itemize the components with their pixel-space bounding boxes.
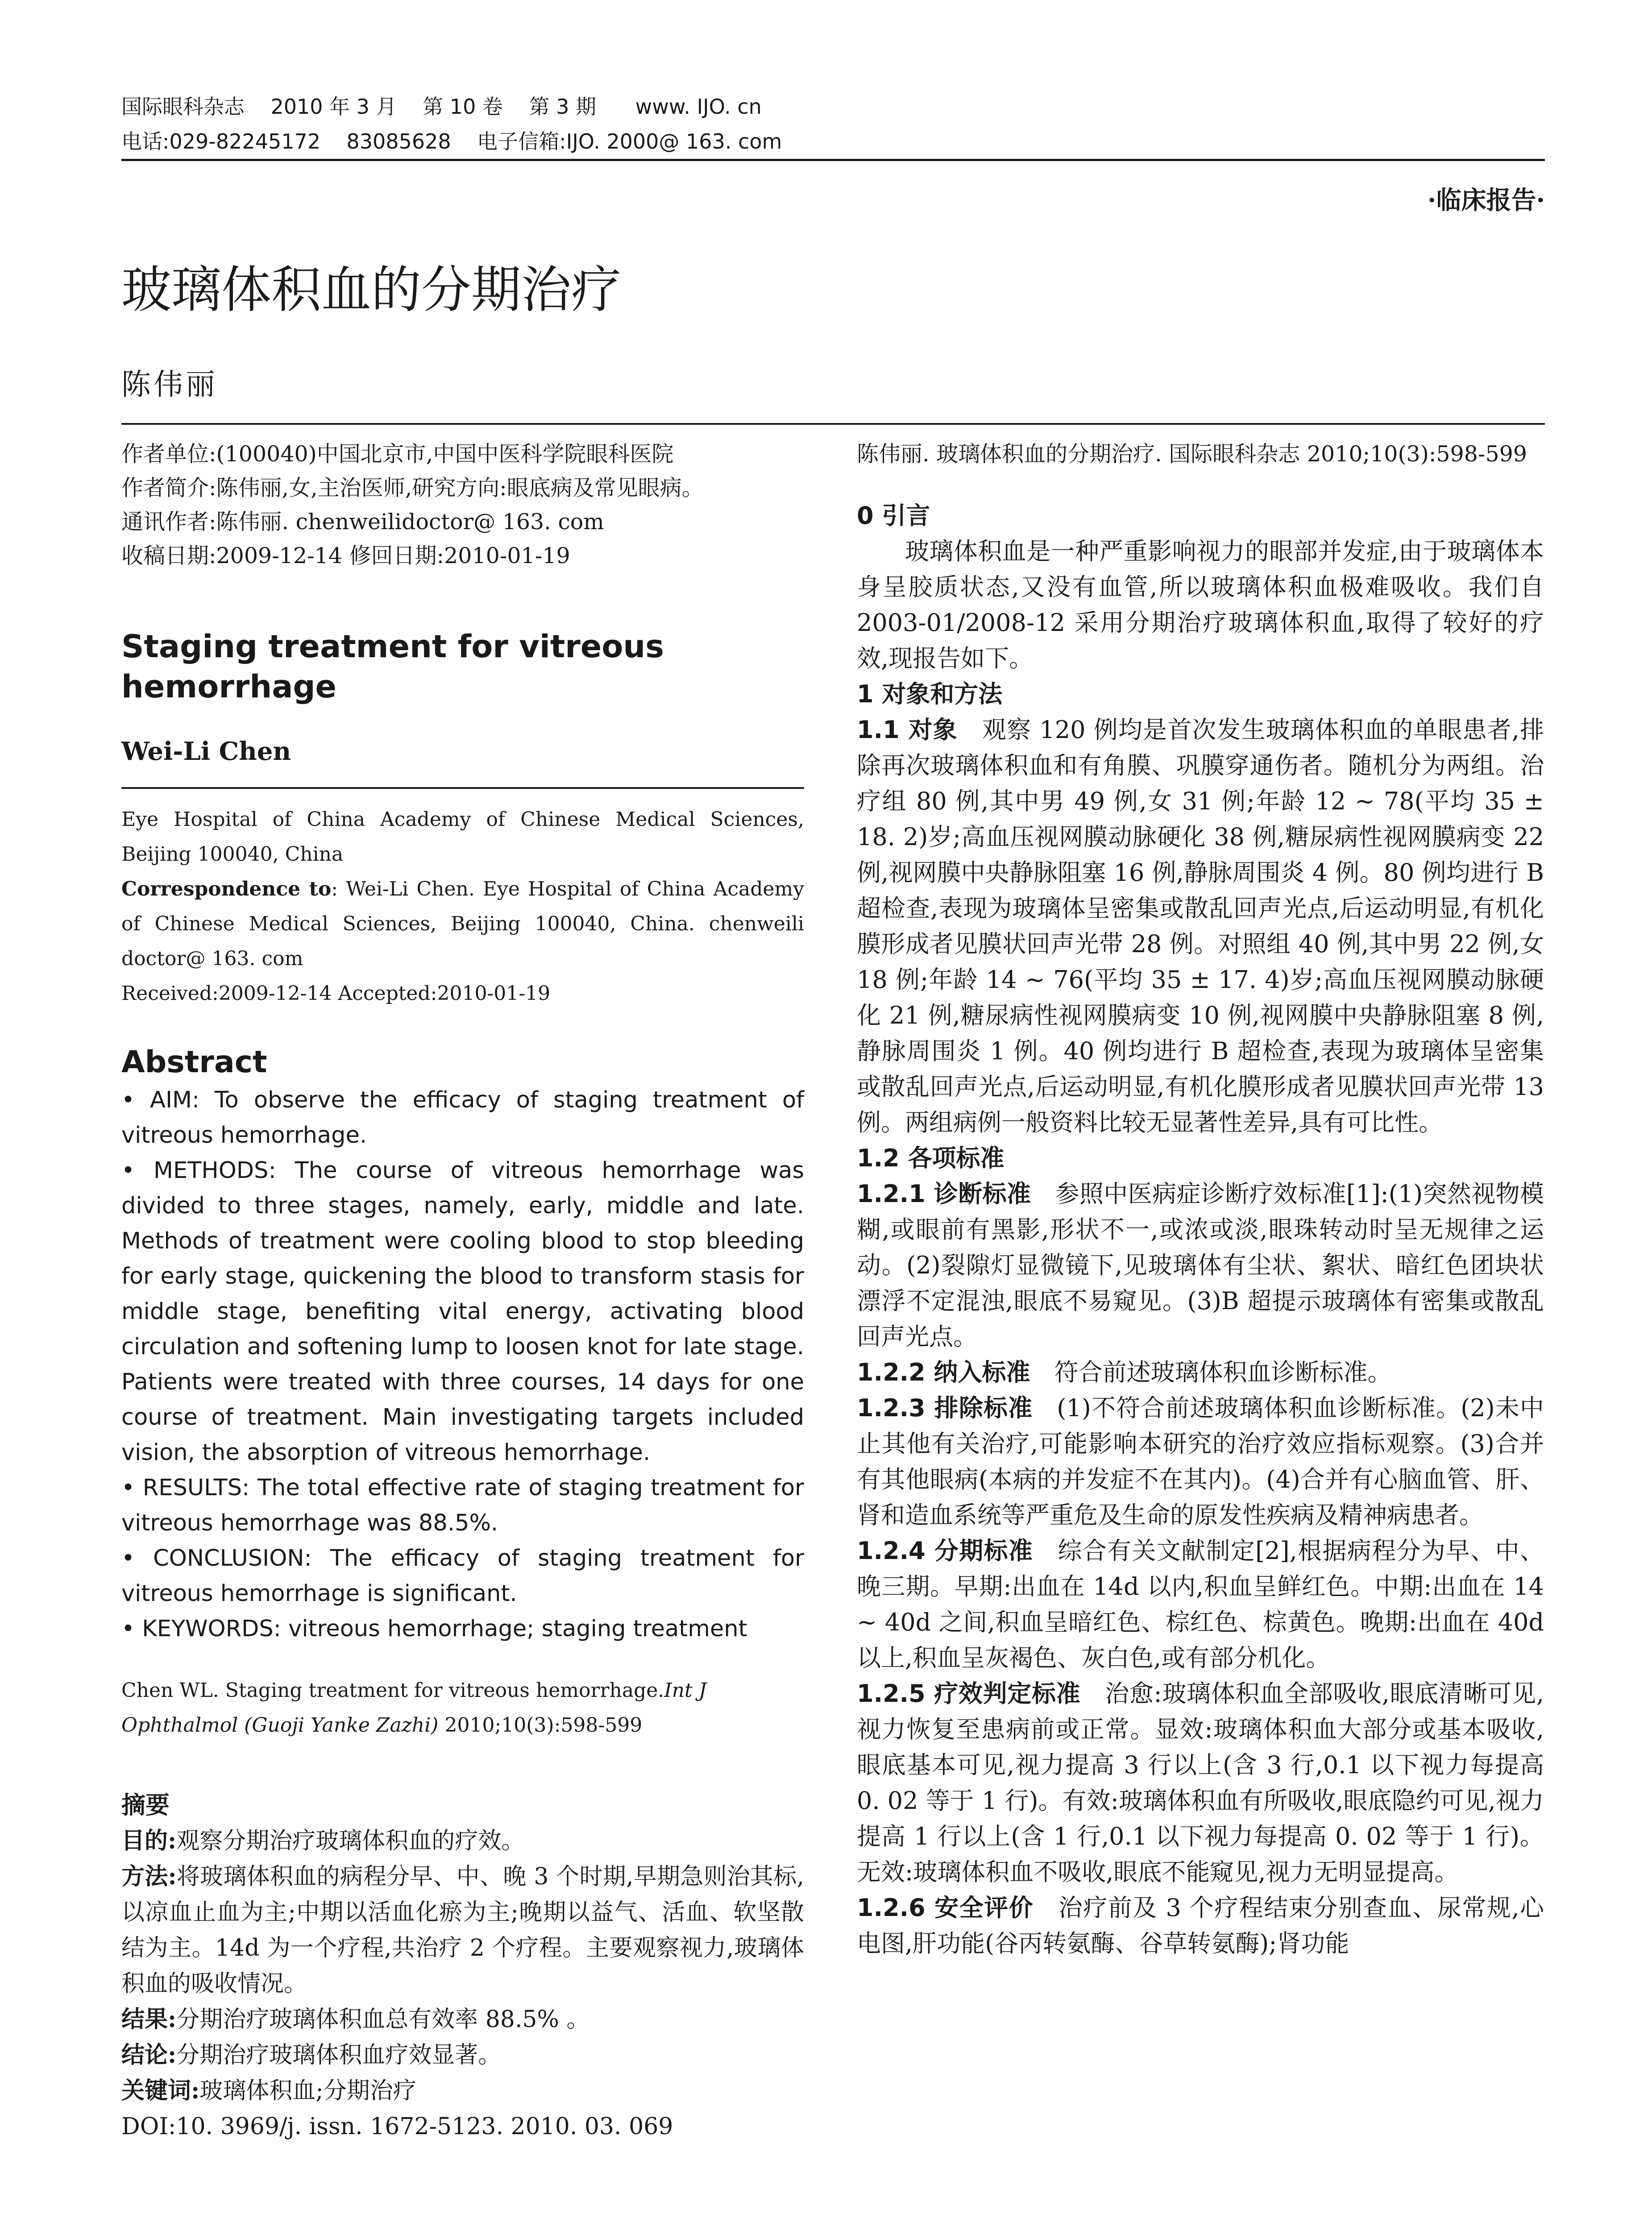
header-contact-line: 电话:029-82245172 83085628 电子信箱:IJO. 2000@ 163. com <box>121 129 782 153</box>
section-1-2-1-label: 1.2.1 诊断标准 <box>857 1180 1031 1208</box>
section-label: ·临床报告· <box>1428 186 1545 215</box>
zhaiyao-methods-label: 方法: <box>121 1863 177 1890</box>
correspondence-text: : Wei-Li Chen. Eye Hospital of China Academy of Chinese Medical Sciences, Beijing 100040, China. chenweili doctor@ 163. com <box>121 878 804 970</box>
citation-post: 2010;10(3):598-599 <box>438 1714 643 1737</box>
left-column <box>121 437 804 2144</box>
section-1-2-5 <box>857 1676 1544 1890</box>
zhaiyao-aim <box>121 1823 804 1859</box>
right-column <box>857 437 1544 1961</box>
section-1-2-2-label: 1.2.2 纳入标准 <box>857 1358 1030 1386</box>
section-1-1-text: 观察 120 例均是首次发生玻璃体积血的单眼患者,排除再次玻璃体积血和有角膜、巩膜穿通伤者。随机分为两组。治疗组 80 例,其中男 49 例,女 31 例;年龄 12 ~ 78(平均 35 ± 18. 2)岁;高血压视网膜动脉硬化 38 例,糖尿病性视网膜病变 22 例,视网膜中央静脉阻塞 16 例,静脉周围炎 4 例。80 例均进行 B 超检查,表现为玻璃体呈密集或散乱回声光点,后运动明显,有机化膜形成者见膜状回声光带 28 例。对照组 40 例,其中男 22 例,女 18 例;年龄 14 ~ 76(平均 35 ± 17. 4)岁;高血压视网膜动脉硬化 21 例,糖尿病性视网膜病变 10 例,视网膜中央静脉阻塞 8 例,静脉周围炎 1 例。40 例均进行 B 超检查,表现为玻璃体呈密集或散乱回声光点,后运动明显,有机化膜形成者见膜状回声光带 13 例。两组病例一般资料比较无显著性差异,具有可比性。 <box>857 716 1544 1136</box>
citation-journal: Int J Ophthalmol (Guoji Yanke Zazhi) <box>121 1679 707 1737</box>
section-1-2-3-text: (1)不符合前述玻璃体积血诊断标准。(2)未中止其他有关治疗,可能影响本研究的治疗效应指标观察。(3)合并有其他眼病(本病的并发症不在其内)。(4)合并有心脑血管、肝、肾和造血系统等严重危及生命的原发性疾病及精神病患者。 <box>857 1394 1544 1529</box>
journal-header <box>121 89 1545 159</box>
header-journal-line: 国际眼科杂志 2010 年 3 月 第 10 卷 第 3 期 www. IJO. cn <box>121 95 762 119</box>
zhaiyao-heading: 摘要 <box>121 1791 170 1819</box>
english-title: Staging treatment for vitreous hemorrhage <box>121 628 664 705</box>
intro-paragraph: 玻璃体积血是一种严重影响视力的眼部并发症,由于玻璃体本身呈胶质状态,又没有血管,所以玻璃体积血极难吸收。我们自 2003-01/2008-12 采用分期治疗玻璃体积血,取得了较好的疗效,现报告如下。 <box>857 537 1544 672</box>
zhaiyao-results-text: 分期治疗玻璃体积血总有效率 88.5% 。 <box>176 2006 590 2033</box>
abstract-heading: Abstract <box>121 1045 267 1080</box>
doi: DOI:10. 3969/j. issn. 1672-5123. 2010. 03. 069 <box>121 2113 673 2140</box>
zhaiyao-aim-label: 目的: <box>121 1827 177 1854</box>
intro-heading: 0 引言 <box>857 502 930 530</box>
section-1-2-4-text: 综合有关文献制定[2],根据病程分为早、中、晚三期。早期:出血在 14d 以内,积血呈鲜红色。中期:出血在 14 ~ 40d 之间,积血呈暗红色、棕红色、棕黄色。晚期:出血在 40d 以上,积血呈灰褐色、灰白色,或有部分机化。 <box>857 1537 1544 1672</box>
citation-pre: Chen WL. Staging treatment for vitreous hemorrhage. <box>121 1679 664 1702</box>
zhaiyao-keywords-label: 关键词: <box>121 2077 200 2104</box>
section-1-2-2-text: 符合前述玻璃体积血诊断标准。 <box>1054 1358 1392 1386</box>
section-1-2-4 <box>857 1533 1544 1676</box>
header-rule <box>121 159 1545 161</box>
author-name-cn: 陈伟丽 <box>121 367 218 402</box>
correspondence-en <box>121 872 804 976</box>
abstract-aim: • AIM: To observe the efficacy of staging treatment of vitreous hemorrhage. <box>121 1087 804 1149</box>
methods-heading: 1 对象和方法 <box>857 680 1003 708</box>
section-1-2-1-text: 参照中医病症诊断疗效标准[1]:(1)突然视物模糊,或眼前有黑影,形状不一,或浓或淡,眼珠转动时呈无规律之运动。(2)裂隙灯显微镜下,见玻璃体有尘状、絮状、暗红色团块状漂浮不定混浊,眼底不易窥见。(3)B 超提示玻璃体有密集或散乱回声光点。 <box>857 1180 1544 1351</box>
zhaiyao-keywords-text: 玻璃体积血;分期治疗 <box>199 2078 416 2104</box>
english-author: Wei-Li Chen <box>121 737 291 766</box>
corresponding-author-cn: 通讯作者:陈伟丽. chenweilidoctor@ 163. com <box>121 509 604 535</box>
section-1-2-6-text: 治疗前及 3 个疗程结束分别查血、尿常规,心电图,肝功能(谷丙转氨酶、谷草转氨酶);肾功能 <box>857 1894 1544 1957</box>
zhaiyao-results <box>121 2002 804 2037</box>
section-1-2-heading: 1.2 各项标准 <box>857 1144 1004 1172</box>
article-title: 玻璃体积血的分期治疗 <box>121 261 621 319</box>
correspondence-label: Correspondence to <box>121 878 332 900</box>
chinese-citation: 陈伟丽. 玻璃体积血的分期治疗. 国际眼科杂志 2010;10(3):598-599 <box>857 441 1527 467</box>
zhaiyao-methods-text: 将玻璃体积血的病程分早、中、晚 3 个时期,早期急则治其标,以凉血止血为主;中期以活血化瘀为主;晚期以益气、活血、软坚散结为主。14d 为一个疗程,共治疗 2 个疗程。主要观察视力,玻璃体积血的吸收情况。 <box>121 1863 804 1997</box>
section-1-2-1 <box>857 1176 1544 1355</box>
section-1-2-5-text: 治愈:玻璃体积血全部吸收,眼底清晰可见,视力恢复至患病前或正常。显效:玻璃体积血大部分或基本吸收,眼底基本可见,视力提高 3 行以上(含 3 行,0.1 以下视力每提高 0. 02 等于 1 行)。有效:玻璃体积血有所吸收,眼底隐约可见,视力提高 1 行以上(含 1 行,0.1 以下视力每提高 0. 02 等于 1 行)。无效:玻璃体积血不吸收,眼底不能窥见,视力无明显提高。 <box>857 1679 1544 1886</box>
affiliation-en: Eye Hospital of China Academy of Chinese Medical Sciences, Beijing 100040, China <box>121 808 804 866</box>
section-1-2-5-label: 1.2.5 疗效判定标准 <box>857 1679 1081 1708</box>
section-1-2-3 <box>857 1390 1544 1533</box>
section-1-2-4-label: 1.2.4 分期标准 <box>857 1537 1034 1565</box>
section-1-1 <box>857 712 1544 1140</box>
zhaiyao-conclusion <box>121 2037 804 2073</box>
section-1-2-3-label: 1.2.3 排除标准 <box>857 1394 1033 1422</box>
zhaiyao-conclusion-label: 结论: <box>121 2041 177 2069</box>
english-citation <box>121 1673 804 1743</box>
section-1-2-6 <box>857 1890 1544 1961</box>
section-1-1-label: 1.1 对象 <box>857 716 958 744</box>
abstract-methods: • METHODS: The course of vitreous hemorrhage was divided to three stages, namely, early, middle and late. Methods of treatment were cooling blood to stop bleeding for early stage, quickening the blood to transform stasis for middle stage, benefiting vital energy, activating blood circulation and softening lump to loosen knot for late stage. Patients were treated with three courses, 14 days for one course of treatment. Main investigating targets included vision, the absorption of vitreous hemorrhage. <box>121 1157 804 1466</box>
zhaiyao-keywords <box>121 2073 804 2109</box>
received-dates-cn: 收稿日期:2009-12-14 修回日期:2010-01-19 <box>121 543 570 568</box>
abstract-results: • RESULTS: The total effective rate of staging treatment for vitreous hemorrhage was 88.5%. <box>121 1475 804 1536</box>
zhaiyao-results-label: 结果: <box>121 2006 177 2033</box>
section-1-2-6-label: 1.2.6 安全评价 <box>857 1894 1034 1922</box>
abstract-keywords: • KEYWORDS: vitreous hemorrhage; staging treatment <box>121 1616 747 1642</box>
section-1-2-2 <box>857 1355 1544 1390</box>
zhaiyao-conclusion-text: 分期治疗玻璃体积血疗效显著。 <box>176 2042 502 2069</box>
author-affiliation-cn: 作者单位:(100040)中国北京市,中国中医科学院眼科医院 <box>121 441 674 467</box>
zhaiyao-methods <box>121 1859 804 2002</box>
abstract-conclusion: • CONCLUSION: The efficacy of staging treatment for vitreous hemorrhage is significant. <box>121 1545 804 1607</box>
received-accepted-en: Received:2009-12-14 Accepted:2010-01-19 <box>121 982 551 1005</box>
author-bio-cn: 作者简介:陈伟丽,女,主治医师,研究方向:眼底病及常见眼病。 <box>121 475 704 501</box>
zhaiyao-aim-text: 观察分期治疗玻璃体积血的疗效。 <box>176 1828 525 1854</box>
author-rule <box>121 787 804 789</box>
title-rule <box>121 423 1545 425</box>
